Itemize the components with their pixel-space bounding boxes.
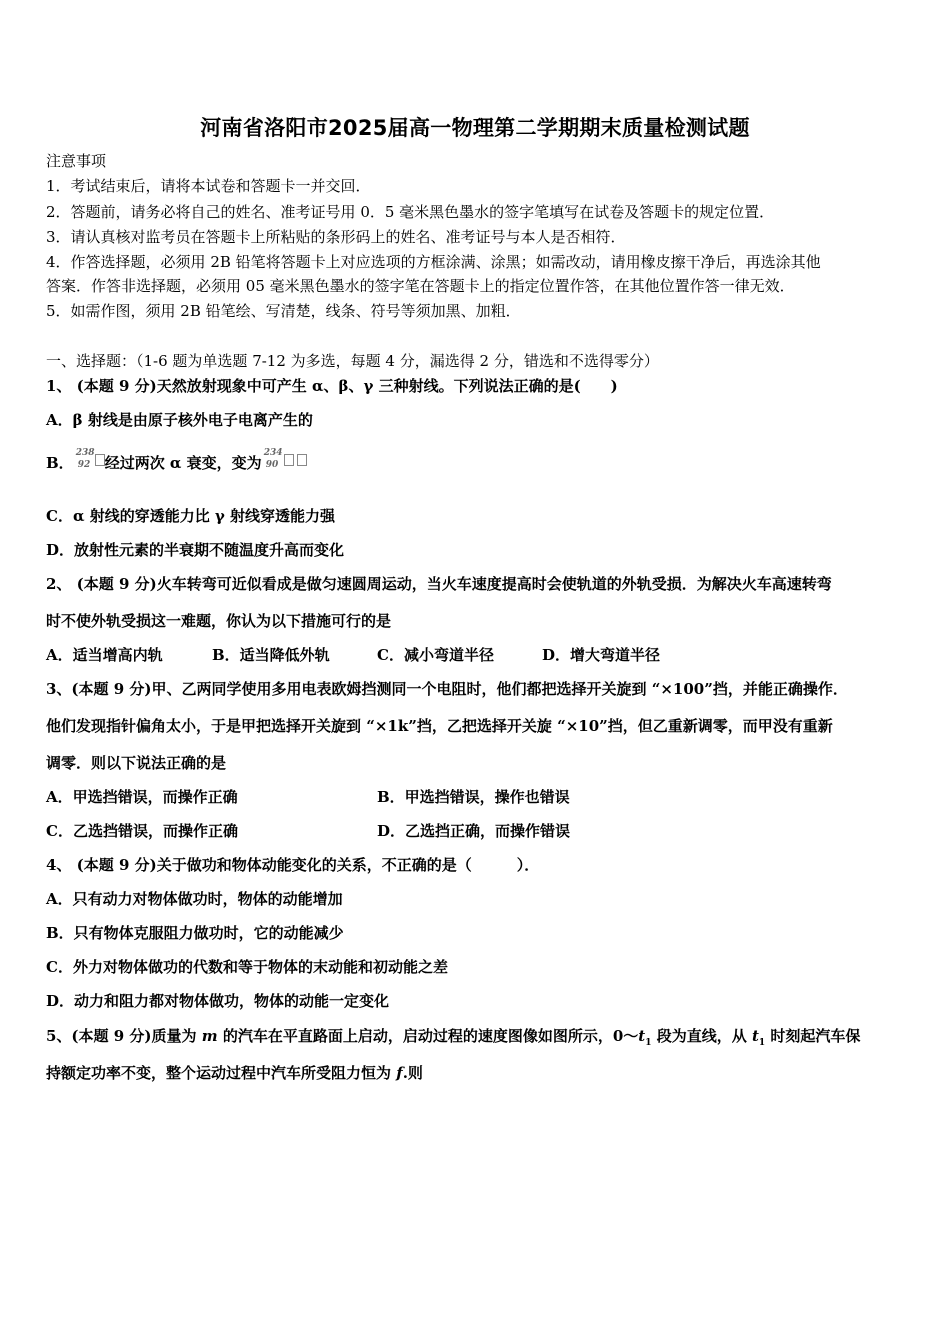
question-3-option-d: D．乙选挡正确，而操作错误 bbox=[377, 822, 571, 840]
notice-item: 2．答题前，请务必将自己的姓名、准考证号用 0．5 毫米黑色墨水的签字笔填写在试卷及答题卡的规定位置． bbox=[46, 203, 775, 221]
question-2-option-d: D．增大弯道半径 bbox=[542, 646, 661, 664]
missing-glyph-icon bbox=[284, 454, 294, 466]
question-1-option-a: A．β 射线是由原子核外电子电离产生的 bbox=[46, 411, 313, 429]
question-1-option-d: D．放射性元素的半衰期不随温度升高而变化 bbox=[46, 541, 345, 559]
question-4-option-d: D．动力和阻力都对物体做功，物体的动能一定变化 bbox=[46, 992, 390, 1010]
thorium-nuclide-symbol: 234 90 bbox=[263, 448, 283, 470]
notice-item: 5．如需作图，须用 2B 铅笔绘、写清楚，线条、符号等须加黑、加粗． bbox=[46, 302, 521, 320]
notice-item: 3．请认真核对监考员在答题卡上所粘贴的条形码上的姓名、准考证号与本人是否相符． bbox=[46, 228, 626, 246]
option-b-text: 经过两次 α 衰变，变为 bbox=[104, 454, 262, 472]
question-3-stem-cont: 调零．则以下说法正确的是 bbox=[46, 754, 227, 772]
question-4-option-a: A．只有动力对物体做功时，物体的动能增加 bbox=[46, 890, 343, 908]
question-3-option-b: B．甲选挡错误，操作也错误 bbox=[377, 788, 570, 806]
question-1-option-c: C．α 射线的穿透能力比 γ 射线穿透能力强 bbox=[46, 507, 336, 525]
question-4-stem: 4、 (本题 9 分)关于做功和物体动能变化的关系，不正确的是（ ）． bbox=[46, 856, 540, 874]
question-4-option-b: B．只有物体克服阻力做功时，它的动能减少 bbox=[46, 924, 344, 942]
question-3-option-c: C．乙选挡错误，而操作正确 bbox=[46, 822, 238, 840]
section-heading: 一、选择题：（1-6 题为单选题 7-12 为多选，每题 4 分，漏选得 2 分，错选和不选得零分） bbox=[46, 352, 659, 370]
missing-glyph-icon bbox=[95, 454, 105, 466]
question-3-stem-cont: 他们发现指针偏角太小，于是甲把选择开关旋到 “×1k”挡，乙把选择开关旋 “×10”挡，但乙重新调零，而甲没有重新 bbox=[46, 717, 833, 735]
option-b-label: B． bbox=[46, 454, 74, 472]
question-1-option-b bbox=[46, 449, 910, 473]
question-3-stem: 3、(本题 9 分)甲、乙两同学使用多用电表欧姆挡测同一个电阻时，他们都把选择开关旋到 “×100”挡，并能正确操作． bbox=[46, 680, 848, 698]
question-5-stem: 5、(本题 9 分)质量为 m 的汽车在平直路面上启动，启动过程的速度图像如图所示，$0\sim t_1$ 段为直线，从 $t_1$ 时刻起汽车保 bbox=[46, 1027, 861, 1048]
question-2-option-b: B．适当降低外轨 bbox=[212, 646, 330, 664]
question-5-stem-cont: 持额定功率不变，整个运动过程中汽车所受阻力恒为 f.则 bbox=[46, 1064, 423, 1082]
notice-heading: 注意事项 bbox=[46, 152, 107, 170]
uranium-nuclide-symbol: 238 92 bbox=[75, 448, 95, 470]
missing-glyph-icon bbox=[297, 454, 307, 466]
notice-item: 答案．作答非选择题，必须用 05 毫米黑色墨水的签字笔在答题卡上的指定位置作答，在其他位置作答一律无效． bbox=[46, 277, 795, 295]
question-2-option-c: C．减小弯道半径 bbox=[377, 646, 494, 664]
question-4-option-c: C．外力对物体做功的代数和等于物体的末动能和初动能之差 bbox=[46, 958, 448, 976]
question-3-option-a: A．甲选挡错误，而操作正确 bbox=[46, 788, 238, 806]
notice-item: 1．考试结束后，请将本试卷和答题卡一并交回． bbox=[46, 177, 371, 195]
question-2-stem: 2、 (本题 9 分)火车转弯可近似看成是做匀速圆周运动，当火车速度提高时会使轨道的外轨受损．为解决火车高速转弯 bbox=[46, 575, 832, 593]
question-2-stem-cont: 时不使外轨受损这一难题，你认为以下措施可行的是 bbox=[46, 612, 392, 630]
question-2-option-a: A．适当增高内轨 bbox=[46, 646, 163, 664]
question-1-stem: 1、 (本题 9 分)天然放射现象中可产生 α、β、γ 三种射线。下列说法正确的是( ) bbox=[46, 377, 618, 395]
page-title: 河南省洛阳市2025届高一物理第二学期期末质量检测试题 bbox=[200, 116, 750, 140]
notice-item: 4．作答选择题，必须用 2B 铅笔将答题卡上对应选项的方框涂满、涂黑；如需改动，请用橡皮擦干净后，再选涂其他 bbox=[46, 253, 821, 271]
